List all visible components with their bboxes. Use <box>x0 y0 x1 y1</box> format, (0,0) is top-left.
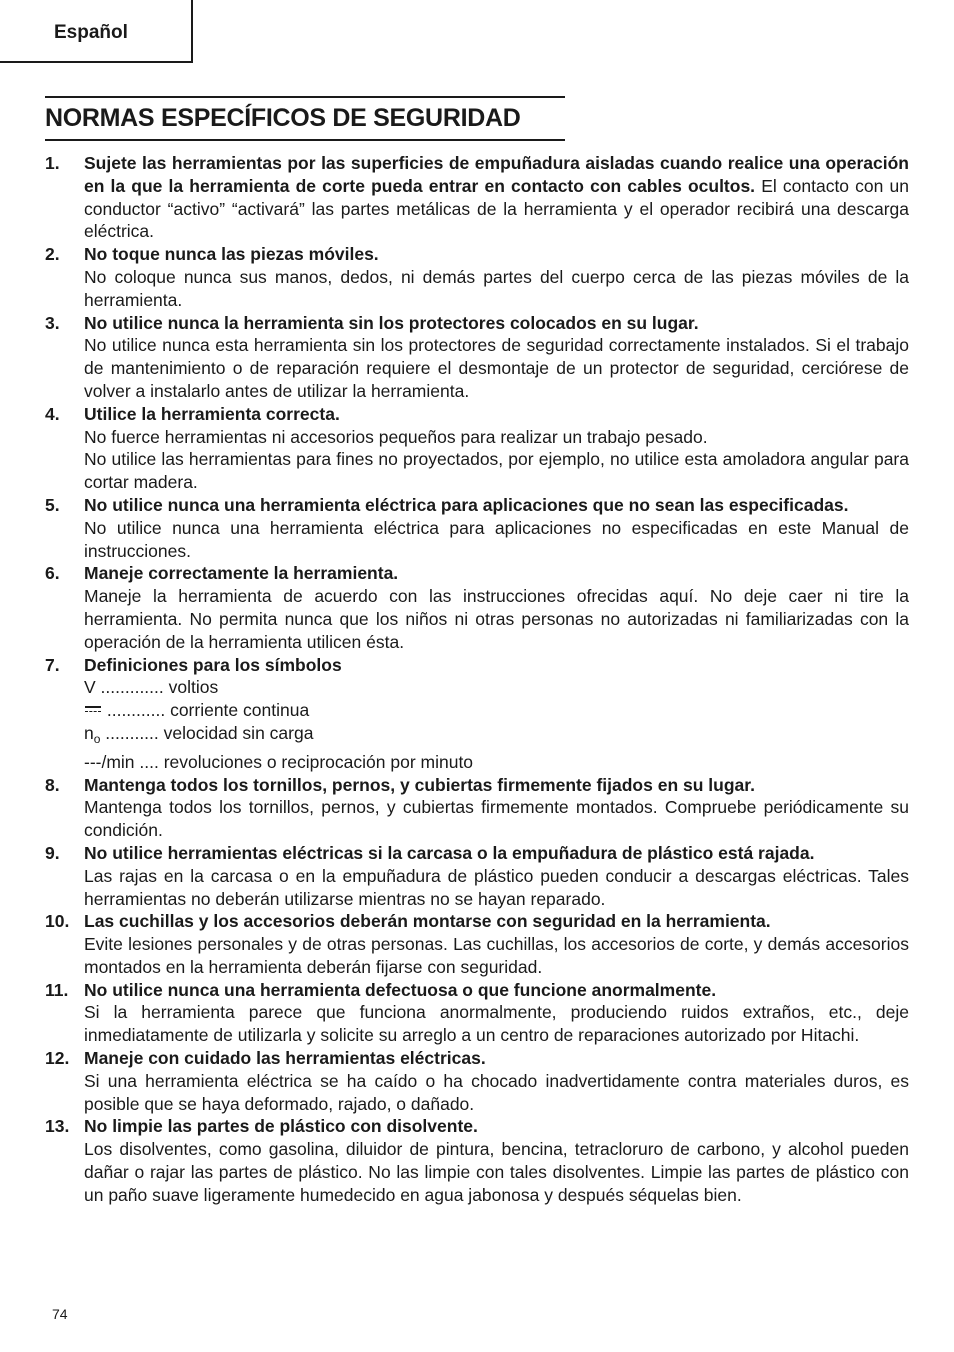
rule-number: 12. <box>45 1048 70 1069</box>
rule-text: El contacto con un conductor “activo” “activará” las partes metálicas de la herramienta y el operador recibirá una descarga eléctrica. <box>84 175 909 242</box>
rule-heading: No utilice nunca la herramienta sin los protectores colocados en su lugar. <box>84 312 699 333</box>
rule-number: 13. <box>45 1116 70 1137</box>
rule-text: Mantenga todos los tornillos, pernos, y cubiertas firmemente montados. Compruebe periódicamente su condición. <box>84 797 909 841</box>
symbol-no-load-speed <box>84 722 909 751</box>
direct-current-description: ............ corriente continua <box>102 700 310 721</box>
rule-item-10 <box>45 910 909 978</box>
rule-heading: No utilice nunca una herramienta defectuosa o que funcione anormalmente. <box>84 979 717 1000</box>
symbol-per-minute: ---/min .... revoluciones o reciprocación por minuto <box>84 751 474 772</box>
rule-number: 10. <box>45 911 70 932</box>
rule-item-7 <box>45 654 909 774</box>
rule-item-9 <box>45 842 909 910</box>
rule-item-8 <box>45 774 909 842</box>
rule-number: 3. <box>45 312 60 333</box>
language-label: Español <box>54 22 128 43</box>
rule-heading: Las cuchillas y los accesorios deberán montarse con seguridad en la herramienta. <box>84 911 771 932</box>
rule-item-1 <box>45 152 909 243</box>
rule-item-6 <box>45 562 909 653</box>
rule-number: 11. <box>45 979 69 1000</box>
rule-heading: Maneje con cuidado las herramientas eléctricas. <box>84 1048 486 1069</box>
rule-item-2 <box>45 243 909 311</box>
rule-heading: Definiciones para los símbolos <box>84 654 342 675</box>
direct-current-icon <box>84 702 102 716</box>
volts-description: ............. voltios <box>95 677 219 698</box>
rule-text: Evite lesiones personales y de otras personas. Las cuchillas, los accesorios de corte, y demás accesorios montados en la herramienta deberán fijarse con seguridad. <box>84 934 909 977</box>
no-load-speed-description: ........... velocidad sin carga <box>100 722 314 743</box>
no-load-speed-symbol: n <box>84 722 94 743</box>
rule-text: No coloque nunca sus manos, dedos, ni demás partes del cuerpo cerca de las piezas móviles de la herramienta. <box>84 266 909 310</box>
rule-heading: No toque nunca las piezas móviles. <box>84 244 379 265</box>
rule-text-2: No utilice las herramientas para fines no proyectados, por ejemplo, no utilice esta amoladora angular para cortar madera. <box>84 449 909 493</box>
rule-text: Maneje la herramienta de acuerdo con las instrucciones ofrecidas aquí. No deje caer ni tire la herramienta. No permita nunca que los niños ni otras personas no autorizadas ni familiarizadas con la operación de la herramienta utilicen ésta. <box>84 586 909 652</box>
rule-item-12 <box>45 1047 909 1115</box>
page-number: 74 <box>52 1306 68 1322</box>
title-top-rule <box>45 96 565 98</box>
rule-text: Si la herramienta parece que funciona anormalmente, produciendo ruidos extraños, etc., deje inmediatamente de utilizarla y solicite su arreglo a un centro de reparaciones autorizado por Hitachi. <box>84 1002 909 1046</box>
rule-heading: Utilice la herramienta correcta. <box>84 403 340 424</box>
title-underline <box>45 139 565 141</box>
safety-rules-list <box>45 152 909 1207</box>
rule-heading: Mantenga todos los tornillos, pernos, y cubiertas firmemente fijados en su lugar. <box>84 774 755 795</box>
rule-number: 7. <box>45 654 60 675</box>
rule-number: 8. <box>45 774 60 795</box>
rule-number: 1. <box>45 153 60 173</box>
page-title: NORMAS ESPECÍFICOS DE SEGURIDAD <box>45 104 521 132</box>
rule-text: Los disolventes, como gasolina, diluidor de pintura, bencina, tetracloruro de carbono, y alcohol pueden dañar o rajar las partes de plástico. No las limpie con tales disolventes. Limpie las partes de plástico con un paño suave ligeramente humedecido en agua jabonosa y después séquelas bien. <box>84 1139 909 1205</box>
rule-text: No utilice nunca una herramienta eléctrica para aplicaciones no especificadas en este Manual de instrucciones. <box>84 517 909 561</box>
rule-heading: Sujete las herramientas por las superficies de empuñadura aisladas cuando realice una operación en la que la herramienta de corte pueda entrar en contacto con cables ocultos. <box>84 153 909 196</box>
rule-item-11 <box>45 979 909 1047</box>
rule-heading: No utilice nunca una herramienta eléctrica para aplicaciones que no sean las especificadas. <box>84 494 849 515</box>
rule-heading: Maneje correctamente la herramienta. <box>84 563 399 584</box>
rule-text: No utilice nunca esta herramienta sin los protectores de seguridad correctamente instalados. Si el trabajo de mantenimiento o de reparación requiere el desmontaje de un protector de seguridad, cerciórese de volver a instalarlo antes de utilizar la herramienta. <box>84 335 909 401</box>
symbol-volts <box>84 676 909 699</box>
rule-text: Las rajas en la carcasa o en la empuñadura de plástico pueden conducir a descargas eléctricas. Tales herramientas no deberán utilizarse mientras no se hayan reparado. <box>84 865 909 909</box>
rule-item-4 <box>45 403 909 494</box>
no-load-speed-subscript: o <box>93 731 101 746</box>
rule-paragraph <box>84 152 909 243</box>
rule-number: 4. <box>45 403 60 424</box>
rule-heading: No limpie las partes de plástico con disolvente. <box>84 1116 478 1137</box>
rule-item-5 <box>45 494 909 562</box>
rule-number: 6. <box>45 563 60 584</box>
volts-symbol: V <box>84 677 96 698</box>
rule-text: No fuerce herramientas ni accesorios pequeños para realizar un trabajo pesado. <box>84 426 708 447</box>
symbol-direct-current <box>84 699 909 722</box>
rule-heading: No utilice herramientas eléctricas si la carcasa o la empuñadura de plástico está rajada. <box>84 842 815 863</box>
rule-text: Si una herramienta eléctrica se ha caído o ha chocado inadvertidamente contra materiales duros, es posible que se haya deformado, rajado, o dañado. <box>84 1070 909 1114</box>
rule-item-13 <box>45 1115 909 1206</box>
rule-number: 2. <box>45 244 60 265</box>
rule-number: 5. <box>45 494 60 515</box>
language-tab <box>0 0 193 63</box>
rule-number: 9. <box>45 842 60 863</box>
rule-item-3 <box>45 312 909 403</box>
